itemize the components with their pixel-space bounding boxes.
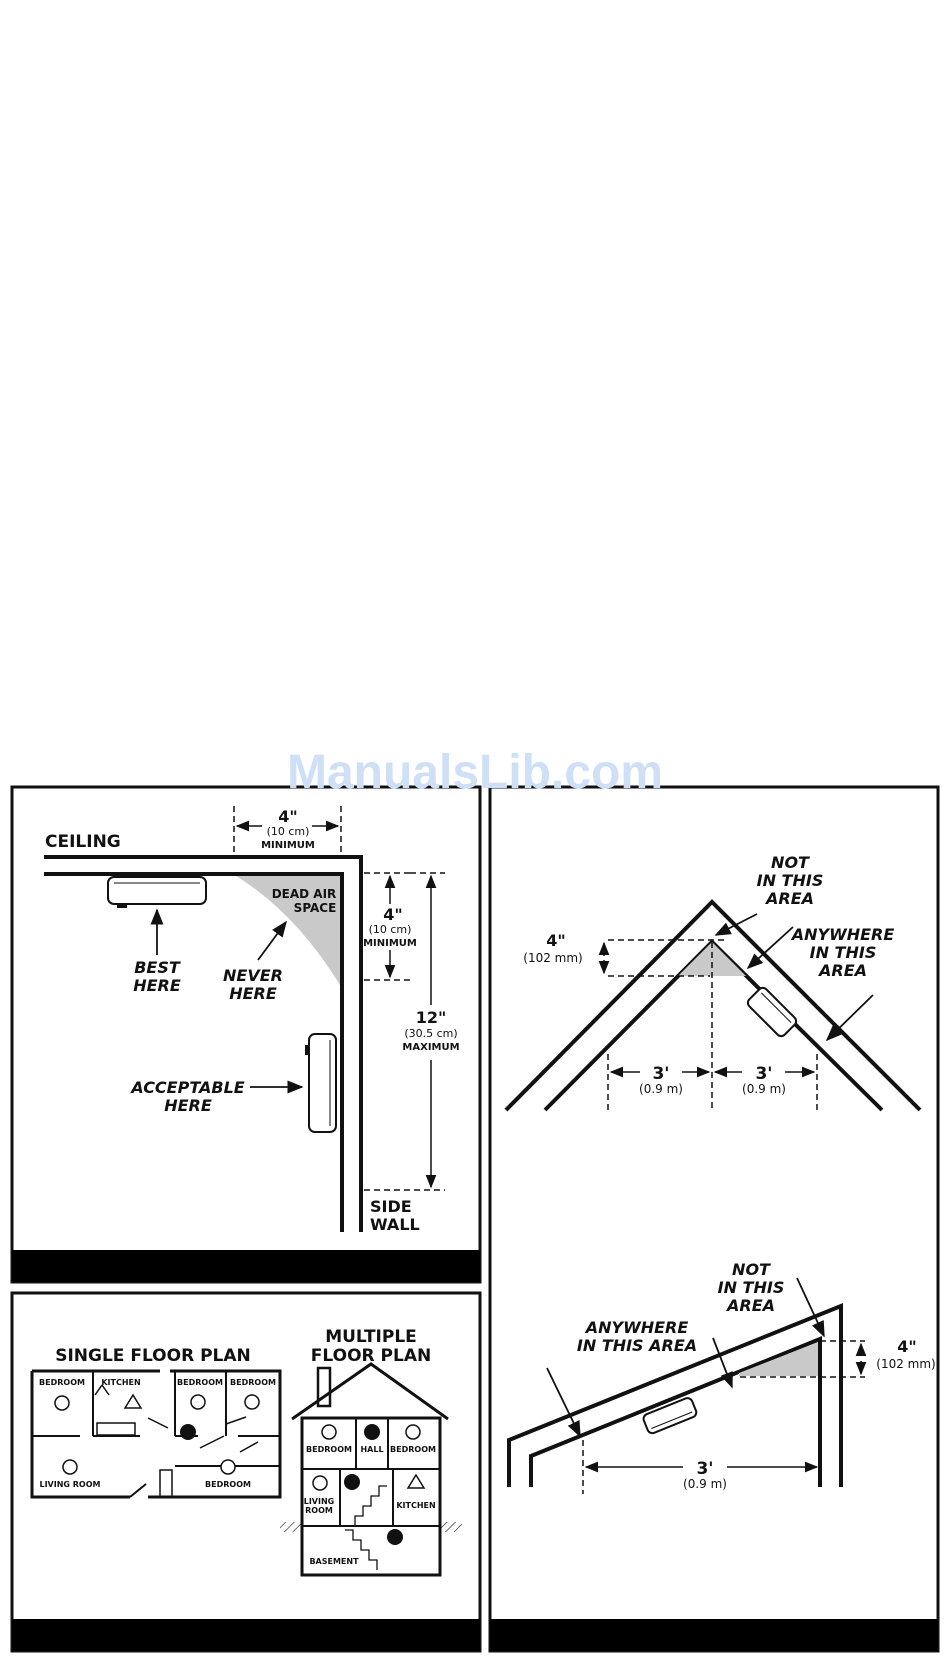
mfp-smoke-detector-icon bbox=[322, 1425, 336, 1439]
mfp-kitchen: KITCHEN bbox=[396, 1501, 436, 1510]
best-here-label-1: BEST bbox=[134, 958, 180, 977]
slope-dist-metric: (0.9 m) bbox=[683, 1477, 727, 1491]
multiple-floor-title-2: FLOOR PLAN bbox=[310, 1346, 432, 1366]
top-dim-metric: (10 cm) bbox=[266, 825, 310, 838]
max-dim-value: 12" bbox=[415, 1008, 447, 1027]
sfp-hall-detector-icon bbox=[180, 1424, 196, 1440]
peak-anywhere-label-1: ANYWHERE bbox=[791, 925, 895, 944]
never-here-label-2: HERE bbox=[229, 984, 277, 1003]
peak-right-metric: (0.9 m) bbox=[742, 1082, 786, 1096]
dead-air-label-1: DEAD AIR bbox=[271, 887, 337, 901]
sfp-smoke-detector-icon bbox=[191, 1395, 205, 1409]
slope-dim-value: 4" bbox=[897, 1337, 917, 1356]
peak-not-label-1: NOT bbox=[771, 853, 809, 872]
top-dim-value: 4" bbox=[278, 807, 298, 826]
slope-not-label-2: IN THIS bbox=[717, 1278, 785, 1297]
dead-air-label-2: SPACE bbox=[293, 901, 337, 915]
sfp-smoke-detector-icon bbox=[221, 1460, 235, 1474]
peak-dim-metric: (102 mm) bbox=[523, 951, 583, 965]
side-wall-label-1: SIDE bbox=[370, 1197, 412, 1216]
peak-left-dist: 3' bbox=[652, 1064, 670, 1084]
peak-left-metric: (0.9 m) bbox=[639, 1082, 683, 1096]
mfp-stair-detector-icon bbox=[344, 1474, 360, 1490]
mfp-living-2: ROOM bbox=[305, 1506, 333, 1515]
mfp-living-1: LIVING bbox=[303, 1497, 335, 1506]
ceiling-label: CEILING bbox=[45, 832, 121, 852]
peak-not-label-3: AREA bbox=[765, 889, 815, 908]
mfp-basement-detector-icon bbox=[387, 1529, 403, 1545]
wall-detector bbox=[309, 1034, 336, 1132]
single-floor-title: SINGLE FLOOR PLAN bbox=[55, 1346, 251, 1366]
side-dim-metric: (10 cm) bbox=[368, 923, 412, 936]
sfp-bedroom-a: BEDROOM bbox=[39, 1378, 85, 1387]
peak-right-dist: 3' bbox=[755, 1064, 773, 1084]
top-dim-note: MINIMUM bbox=[261, 840, 315, 851]
side-wall-label-2: WALL bbox=[370, 1215, 420, 1234]
acceptable-label-1: ACCEPTABLE bbox=[131, 1078, 245, 1097]
best-here-label-2: HERE bbox=[133, 976, 181, 995]
peak-dim-value: 4" bbox=[546, 931, 566, 950]
max-dim-note: MAXIMUM bbox=[402, 1042, 460, 1053]
sfp-smoke-detector-icon bbox=[63, 1460, 77, 1474]
slope-not-label-3: AREA bbox=[726, 1296, 776, 1315]
mfp-bedroom-a: BEDROOM bbox=[306, 1445, 352, 1454]
panel-floor-plans bbox=[12, 1293, 480, 1651]
acceptable-label-2: HERE bbox=[164, 1096, 212, 1115]
slope-dist: 3' bbox=[696, 1459, 714, 1479]
mfp-basement: BASEMENT bbox=[309, 1557, 359, 1566]
sfp-bedroom-d: BEDROOM bbox=[205, 1480, 251, 1489]
peak-not-label-2: IN THIS bbox=[756, 871, 824, 890]
side-dim-note: MINIMUM bbox=[363, 938, 417, 949]
peak-anywhere-label-3: AREA bbox=[818, 961, 868, 980]
max-dim-metric: (30.5 cm) bbox=[404, 1027, 458, 1040]
sfp-smoke-detector-icon bbox=[245, 1395, 259, 1409]
sfp-living-room: LIVING ROOM bbox=[39, 1480, 101, 1489]
slope-anywhere-label-1: ANYWHERE bbox=[585, 1318, 689, 1337]
panel-roof bbox=[490, 787, 938, 1651]
sfp-kitchen: KITCHEN bbox=[101, 1378, 141, 1387]
slope-anywhere-label-2: IN THIS AREA bbox=[576, 1336, 698, 1355]
side-dim-value: 4" bbox=[383, 905, 403, 924]
panel-ceiling-wall bbox=[12, 787, 480, 1282]
never-here-label-1: NEVER bbox=[223, 966, 283, 985]
multiple-floor-title-1: MULTIPLE bbox=[325, 1327, 417, 1347]
watermark-text: ManualsLib.com bbox=[286, 746, 664, 799]
slope-not-label-1: NOT bbox=[732, 1260, 770, 1279]
mfp-smoke-detector-icon bbox=[313, 1476, 327, 1490]
sfp-bedroom-c: BEDROOM bbox=[230, 1378, 276, 1387]
slope-dim-metric: (102 mm) bbox=[876, 1357, 936, 1371]
sfp-bedroom-b: BEDROOM bbox=[177, 1378, 223, 1387]
sfp-smoke-detector-icon bbox=[55, 1396, 69, 1410]
ceiling-detector bbox=[108, 877, 206, 904]
mfp-hall: HALL bbox=[360, 1445, 384, 1454]
mfp-smoke-detector-icon bbox=[406, 1425, 420, 1439]
mfp-hall-detector-icon bbox=[364, 1424, 380, 1440]
peak-anywhere-label-2: IN THIS bbox=[809, 943, 877, 962]
mfp-bedroom-b: BEDROOM bbox=[390, 1445, 436, 1454]
